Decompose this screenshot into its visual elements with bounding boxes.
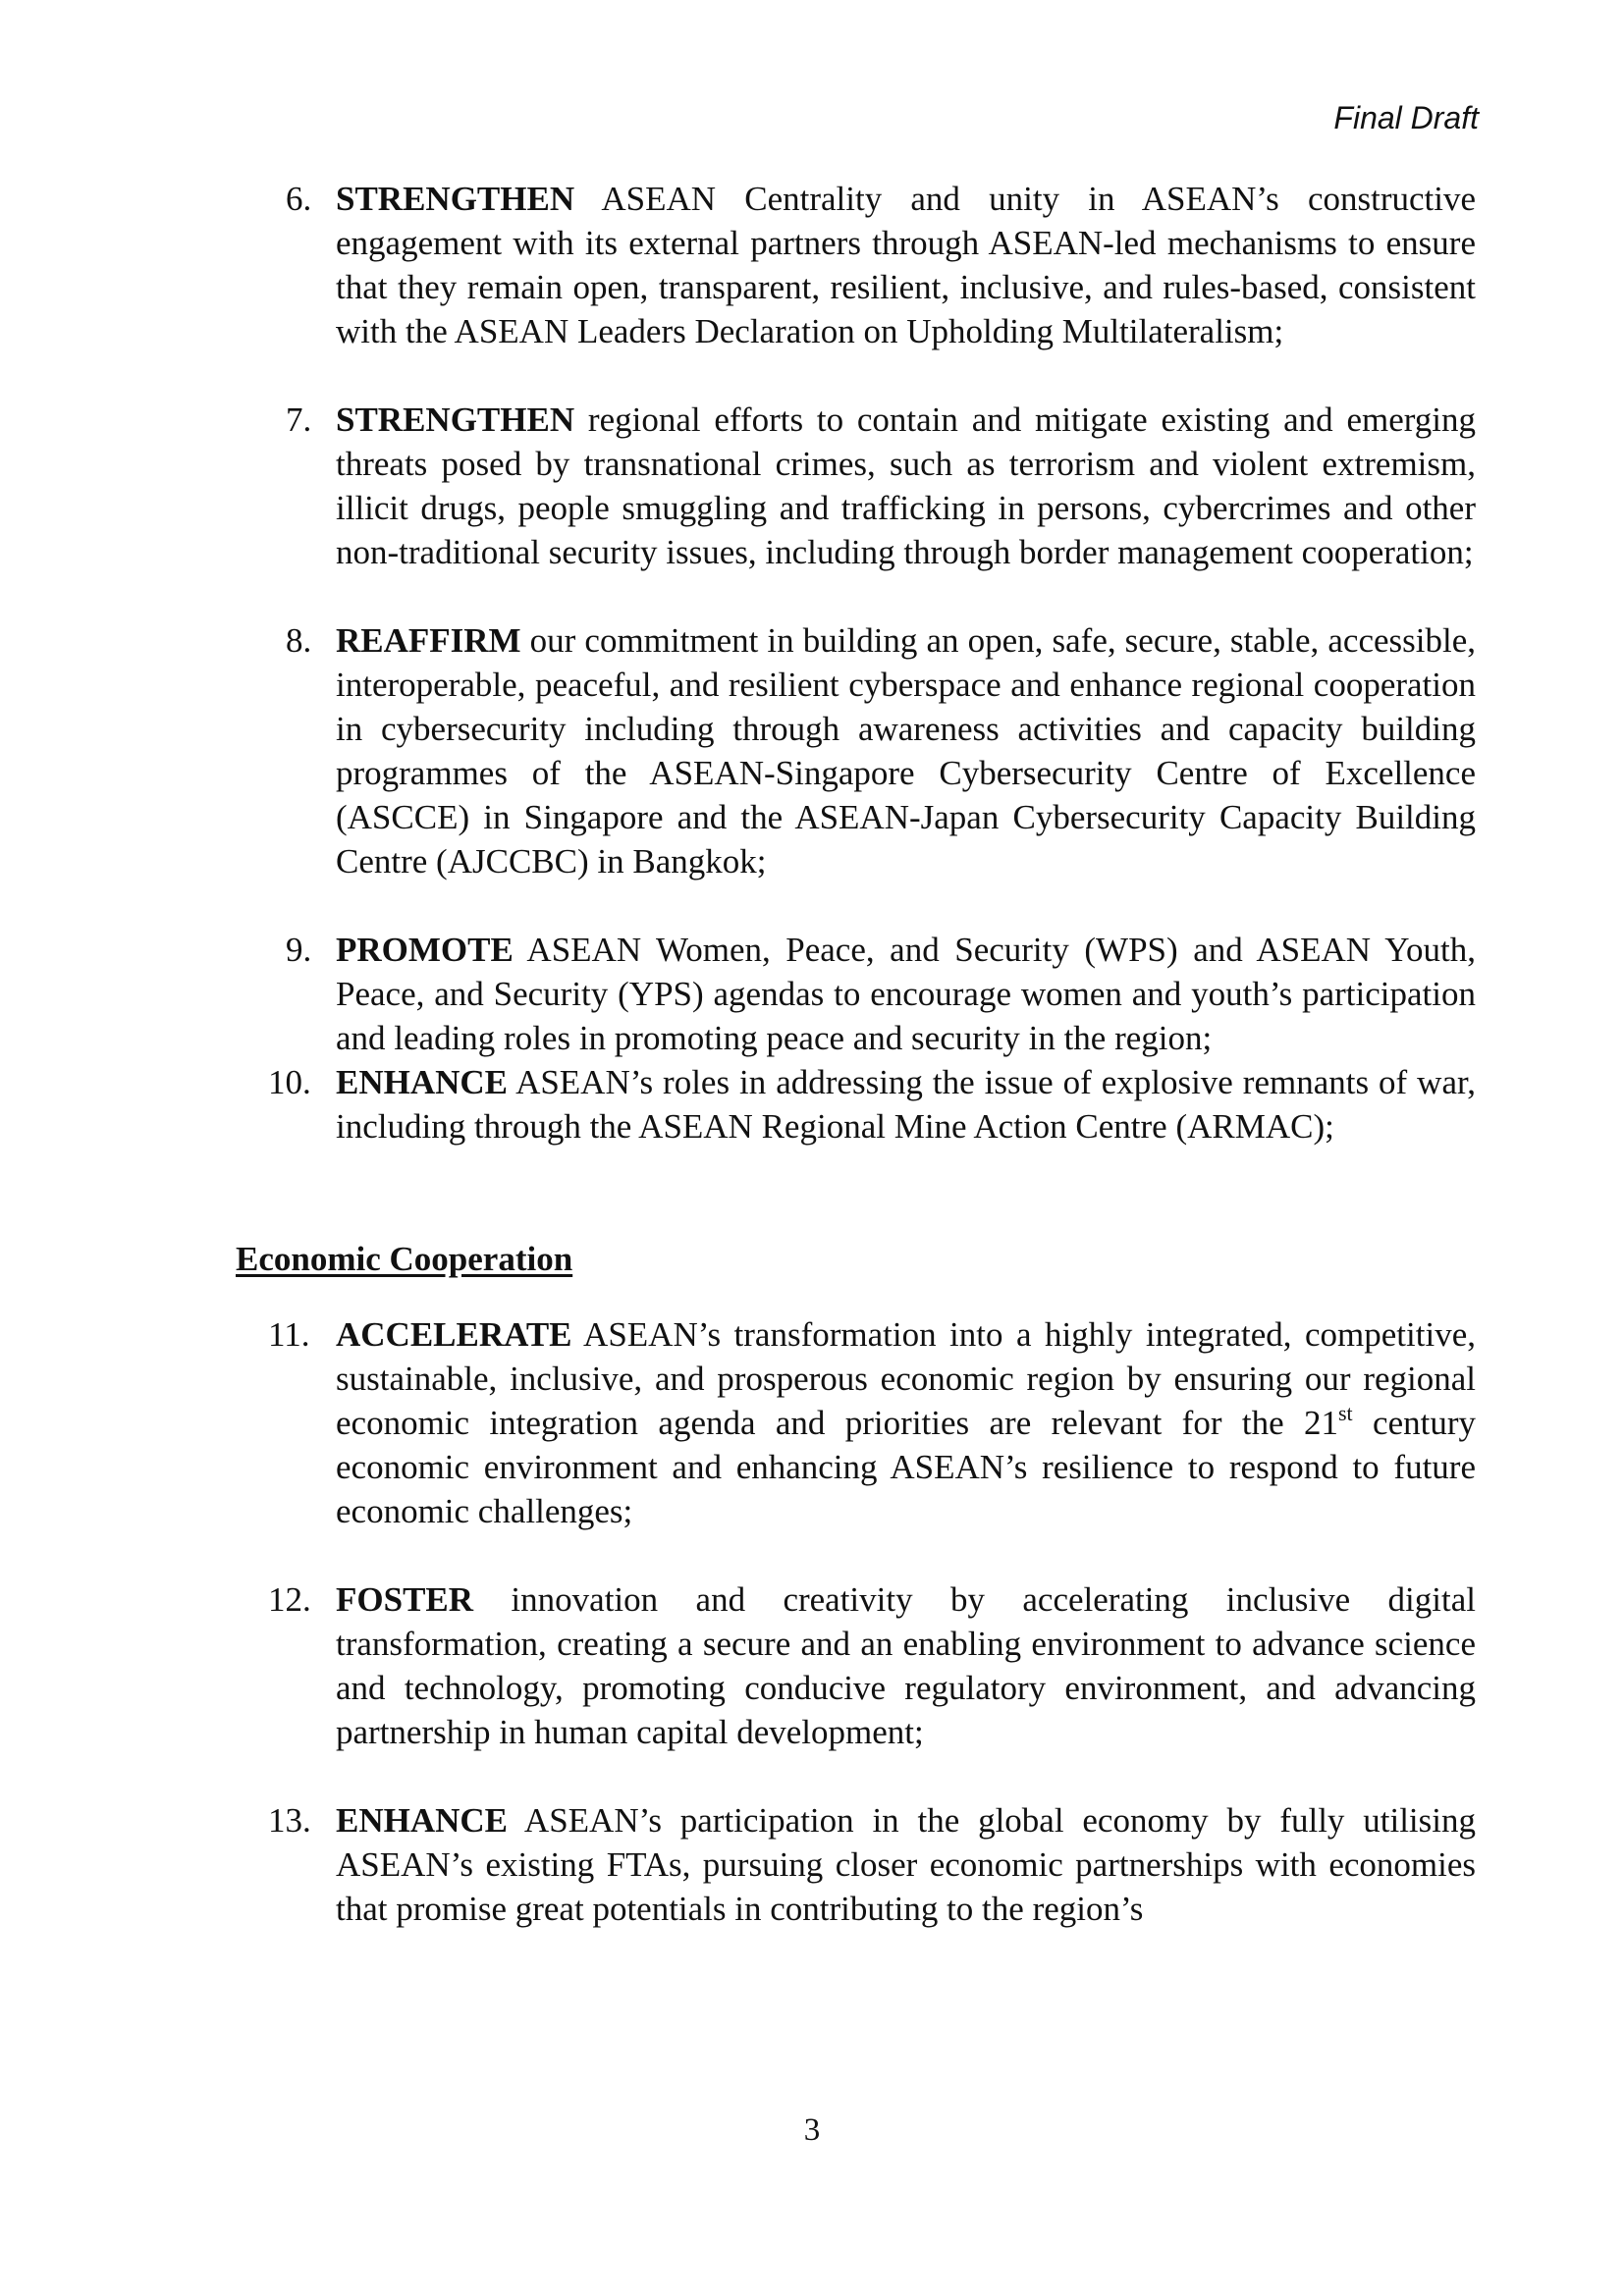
- list-item-11: [236, 1312, 1476, 1533]
- item-text: ASEAN’s transformation into a highly integrated, competitive, sustainable, inclusive, and prosperous economic region by ensuring our regional economic integration agenda and priorities are relevant for the 21: [336, 1315, 1476, 1442]
- item-number: 11.: [268, 1315, 310, 1354]
- section-heading-economic-cooperation: Economic Cooperation: [236, 1240, 573, 1278]
- list-item-6: [236, 177, 1476, 353]
- list-item-9: [236, 928, 1476, 1060]
- item-number: 6.: [286, 180, 312, 218]
- running-header: Final Draft: [1333, 100, 1479, 135]
- item-text: regional efforts to contain and mitigate existing and emerging threats posed by transnational crimes, such as terrorism and violent extremism, illicit drugs, people smuggling and trafficking in persons, cybercrimes and other non-traditional security issues, including through border management cooperation;: [336, 400, 1476, 571]
- item-text: innovation and creativity by accelerating inclusive digital transformation, creating a secure and an enabling environment to advance science and technology, promoting conducive regulatory environment, and advancing partnership in human capital development;: [336, 1580, 1476, 1751]
- item-keyword: ACCELERATE: [336, 1315, 572, 1354]
- item-text: ASEAN’s participation in the global economy by fully utilising ASEAN’s existing FTAs, pursuing closer economic partnerships with economies that promise great potentials in contributing to the region’s: [336, 1801, 1476, 1928]
- item-number: 8.: [286, 621, 312, 660]
- item-number: 9.: [286, 931, 312, 969]
- item-text-continued: century economic environment and enhancing ASEAN’s resilience to respond to future economic challenges;: [336, 1404, 1476, 1530]
- list-item-8: [236, 618, 1476, 883]
- document-body: [236, 177, 1476, 1975]
- item-keyword: REAFFIRM: [336, 621, 521, 660]
- item-keyword: STRENGTHEN: [336, 400, 575, 439]
- item-text: ASEAN Women, Peace, and Security (WPS) and ASEAN Youth, Peace, and Security (YPS) agendas to encourage women and youth’s participation and leading roles in promoting peace and security in the region;: [336, 931, 1476, 1057]
- item-keyword: ENHANCE: [336, 1801, 509, 1840]
- item-text: ASEAN’s roles in addressing the issue of explosive remnants of war, including through the ASEAN Regional Mine Action Centre (ARMAC);: [336, 1063, 1476, 1146]
- ordinal-superscript: st: [1337, 1401, 1353, 1425]
- item-number: 7.: [286, 400, 312, 439]
- item-number: 12.: [268, 1580, 311, 1619]
- item-number: 13.: [268, 1801, 311, 1840]
- list-item-7: [236, 398, 1476, 574]
- item-text: our commitment in building an open, safe, secure, stable, accessible, interoperable, peaceful, and resilient cyberspace and enhance regional cooperation in cybersecurity including through awareness activities and capacity building programmes of the ASEAN-Singapore Cybersecurity Centre of Excellence (ASCCE) in Singapore and the ASEAN-Japan Cybersecurity Capacity Building Centre (AJCCBC) in Bangkok;: [336, 621, 1476, 881]
- list-item-13: [236, 1798, 1476, 1931]
- item-keyword: ENHANCE: [336, 1063, 509, 1101]
- list-item-12: [236, 1577, 1476, 1754]
- page-number: 3: [803, 2112, 821, 2148]
- item-keyword: PROMOTE: [336, 931, 514, 969]
- item-keyword: FOSTER: [336, 1580, 474, 1619]
- item-number: 10.: [268, 1063, 311, 1101]
- item-text: ASEAN Centrality and unity in ASEAN’s constructive engagement with its external partners through ASEAN-led mechanisms to ensure that they remain open, transparent, resilient, inclusive, and rules-based, consistent with the ASEAN Leaders Declaration on Upholding Multilateralism;: [336, 180, 1476, 350]
- item-keyword: STRENGTHEN: [336, 180, 575, 218]
- list-item-10: [236, 1060, 1476, 1148]
